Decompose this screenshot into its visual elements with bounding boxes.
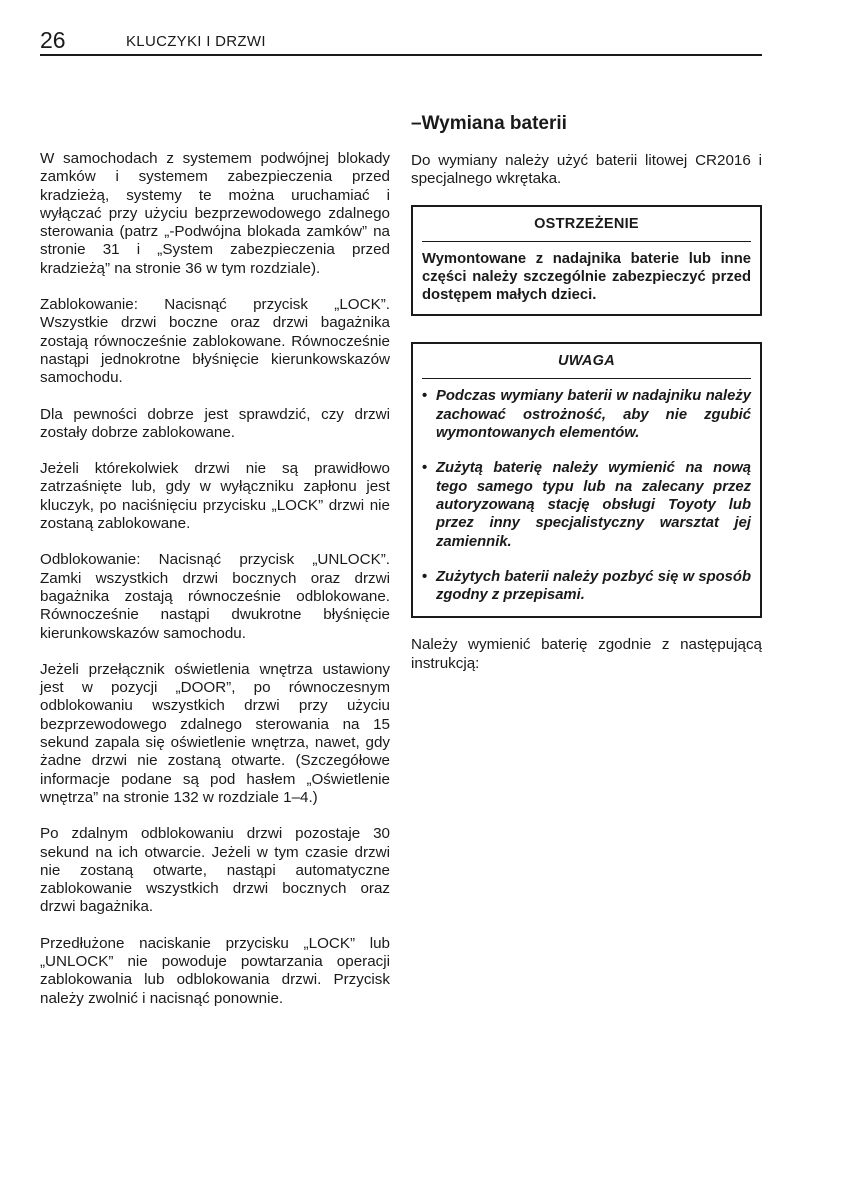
left-column (40, 150, 390, 1026)
paragraph-intro: W samochodach z systemem podwójnej blokady zamków i systemem zabezpieczenia przed kradzieżą, systemy te można uruchamiać i wyłączać przy użyciu bezprzewodowego zdalnego sterowania (patrz „-Podwójna blokada zamków” na stronie 31 i „System zabezpieczenia przed kradzieżą” na stronie 36 w tym rozdziale). (40, 150, 390, 277)
paragraph-interior-light: Jeżeli przełącznik oświetlenia wnętrza ustawiony jest w pozycji „DOOR”, po równoczesnym odblokowaniu wszystkich drzwi przy użyciu bezprzewodowego zdalnego sterowania na 15 sekund zapala się oświetlenie wnętrza, nawet, gdy żadne drzwi nie zostaną otwarte. (Szczegółowe informacje podane są pod hasłem „Oświetlenie wnętrza” na stronie 132 w rozdziale 1–4.) (40, 660, 390, 806)
bullet-icon: • (422, 460, 428, 477)
warning-box (411, 205, 762, 317)
battery-intro: Do wymiany należy użyć baterii litowej CR2016 i specjalnego wkrętaka. (411, 152, 762, 188)
note-box (411, 342, 762, 618)
battery-outro: Należy wymienić baterię zgodnie z następującą instrukcją: (411, 636, 762, 672)
page-number: 26 (40, 27, 66, 53)
battery-heading: –Wymiana baterii (411, 113, 567, 134)
bullet-icon: • (422, 568, 428, 585)
page-header (40, 28, 762, 56)
paragraph-auto-relock: Po zdalnym odblokowaniu drzwi pozostaje 30 sekund na ich otwarcie. Jeżeli w tym czasie drzwi nie zostaną otwarte, nastąpi automatyczne zablokowanie wszystkich drzwi bocznych oraz drzwi bagażnika. (40, 825, 390, 916)
paragraph-long-press: Przedłużone naciskanie przycisku „LOCK” lub „UNLOCK” nie powoduje powtarzania operacji zablokowania lub odblokowania drzwi. Przycisk należy zwolnić i nacisnąć ponownie. (40, 934, 390, 1007)
note-list (422, 387, 751, 604)
bullet-icon: • (422, 388, 428, 405)
note-item: • Zużytą baterię należy wymienić na nową tego samego typu lub na zalecany przez autoryzowaną stację obsługi Toyoty lub przez inny specjalistyczny warsztat jej zamiennik. (422, 460, 751, 550)
section-title: KLUCZYKI I DRZWI (126, 33, 266, 50)
note-item: • Podczas wymiany baterii w nadajniku należy zachować ostrożność, aby nie zgubić wymontowanych elementów. (422, 388, 751, 442)
right-column (411, 112, 762, 691)
warning-text: Wymontowane z nadajnika baterie lub inne części należy szczególnie zabezpieczyć przed dostępem małych dzieci. (422, 250, 751, 304)
paragraph-unlock: Odblokowanie: Nacisnąć przycisk „UNLOCK”. Zamki wszystkich drzwi bocznych oraz drzwi bagażnika zostają równocześnie odblokowane. Równocześnie nastąpi dwukrotne błyśnięcie kierunkowskazów samochodu. (40, 551, 390, 642)
paragraph-lock: Zablokowanie: Nacisnąć przycisk „LOCK”. Wszystkie drzwi boczne oraz drzwi bagażnika zostają równocześnie zablokowane. Równocześnie nastąpi jednokrotne błyśnięcie kierunkowskazów samochodu. (40, 296, 390, 387)
note-item: • Zużytych baterii należy pozbyć się w sposób zgodny z przepisami. (422, 568, 751, 604)
warning-title: OSTRZEŻENIE (422, 215, 751, 242)
paragraph-lock-fail: Jeżeli którekolwiek drzwi nie są prawidłowo zatrzaśnięte lub, gdy w wyłączniku zapłonu jest kluczyk, po naciśnięciu przycisku „LOCK” drzwi nie zostaną zablokowane. (40, 460, 390, 533)
note-title: UWAGA (422, 352, 751, 379)
paragraph-check: Dla pewności dobrze jest sprawdzić, czy drzwi zostały dobrze zablokowane. (40, 405, 390, 441)
